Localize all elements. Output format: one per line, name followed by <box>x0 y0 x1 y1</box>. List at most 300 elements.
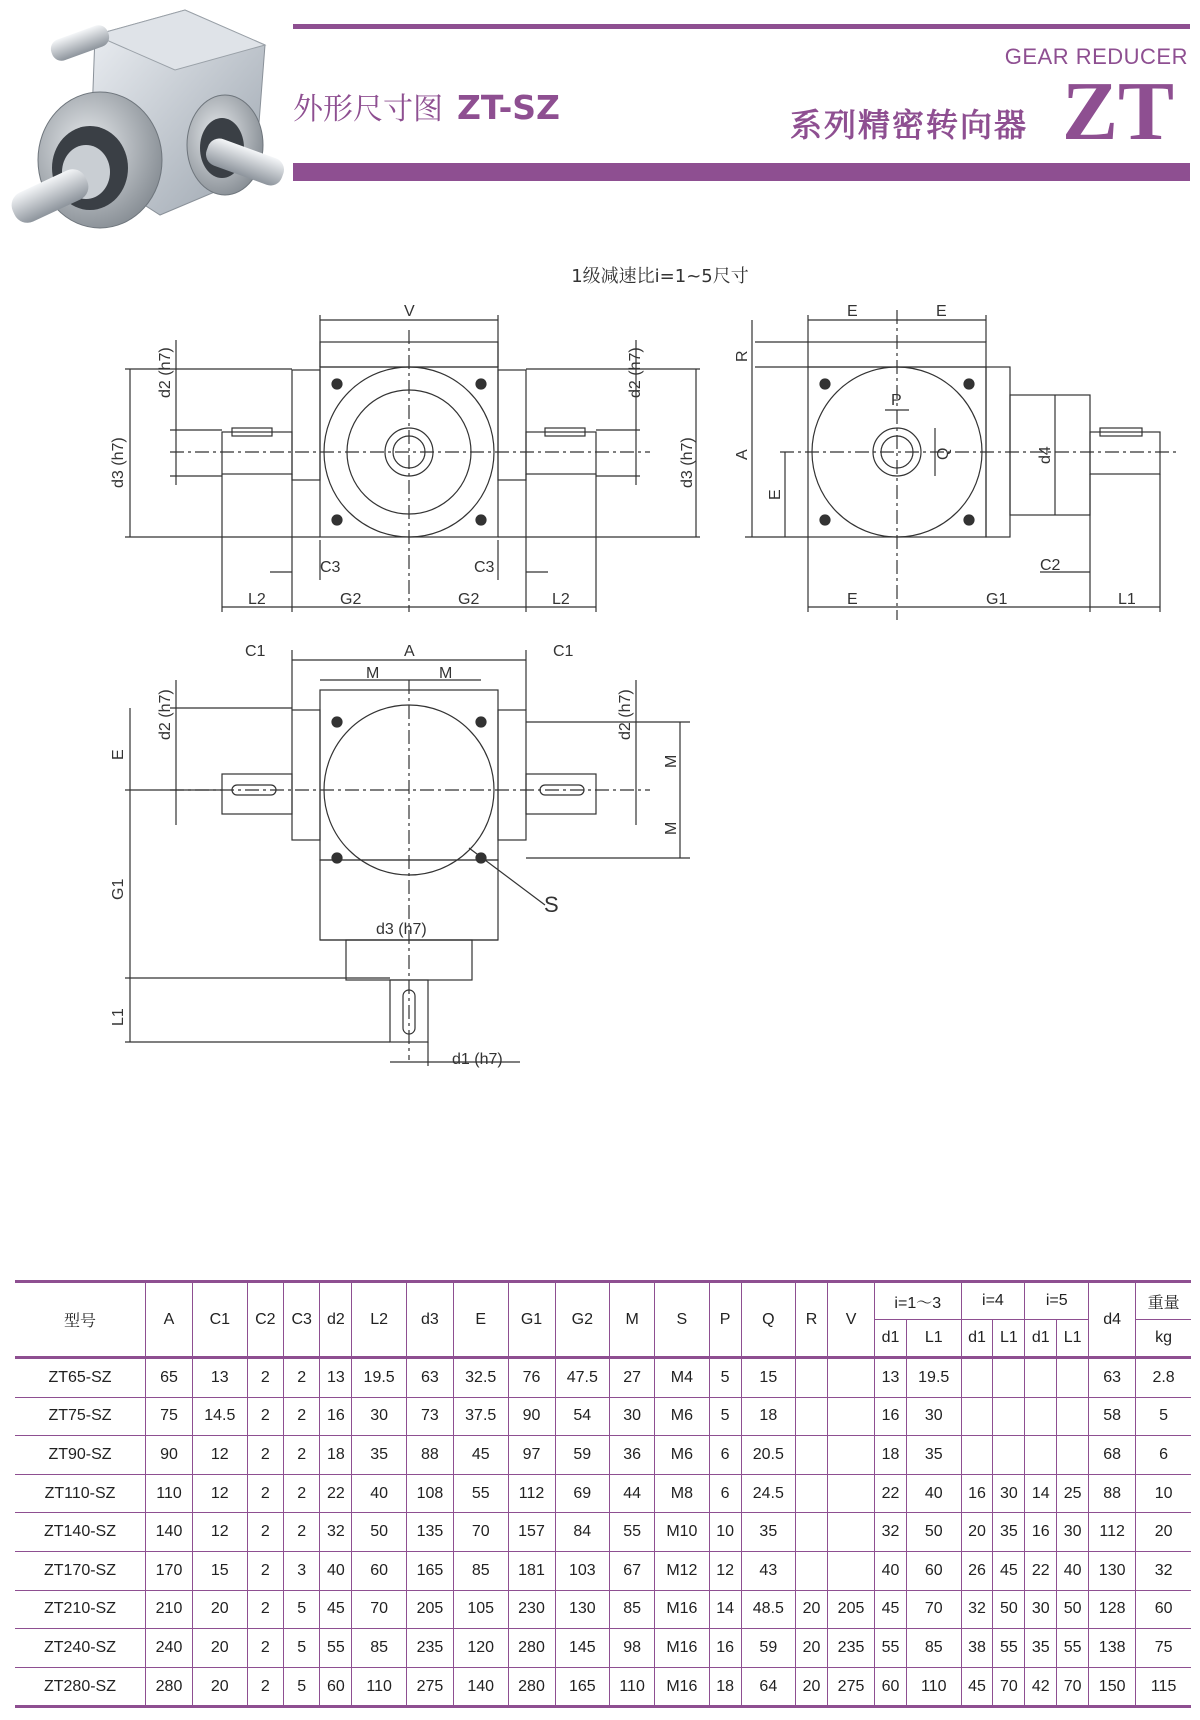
table-cell: 26 <box>961 1551 993 1590</box>
table-cell: 115 <box>1136 1667 1191 1707</box>
col-d2: d2 <box>320 1282 352 1358</box>
table-row <box>15 1667 1191 1707</box>
dim-V: V <box>404 303 415 320</box>
col-d1-g1: d1 <box>875 1320 907 1358</box>
table-cell <box>993 1358 1025 1398</box>
table-cell: 10 <box>709 1513 741 1552</box>
col-d1-g2: d1 <box>961 1320 993 1358</box>
table-cell: 88 <box>1089 1474 1136 1513</box>
col-group-i5: i=5 <box>1025 1282 1089 1320</box>
table-cell: 30 <box>610 1397 655 1436</box>
table-cell: 36 <box>610 1436 655 1475</box>
table-cell: 128 <box>1089 1590 1136 1629</box>
table-cell: 150 <box>1089 1667 1136 1707</box>
dim-G1-bottom: G1 <box>110 878 127 900</box>
table-cell: 205 <box>406 1590 453 1629</box>
table-cell: 35 <box>352 1436 407 1475</box>
table-cell: 59 <box>741 1629 796 1668</box>
table-cell: 5 <box>1136 1397 1191 1436</box>
table-cell: 2 <box>247 1513 283 1552</box>
col-d1-g3: d1 <box>1025 1320 1057 1358</box>
dim-L2-left: L2 <box>248 591 266 608</box>
table-cell: 165 <box>406 1551 453 1590</box>
dim-d2-front-left: d2 (h7) <box>157 347 174 398</box>
table-cell: 30 <box>1025 1590 1057 1629</box>
table-cell: 42 <box>1025 1667 1057 1707</box>
gear-reducer-label: GEAR REDUCER <box>1004 44 1188 69</box>
table-cell: 47.5 <box>555 1358 610 1398</box>
table-cell: 44 <box>610 1474 655 1513</box>
table-cell <box>796 1358 828 1398</box>
header-bottom-rule <box>293 163 1190 181</box>
dimension-drawings <box>0 290 1200 1080</box>
table-cell: 54 <box>555 1397 610 1436</box>
table-cell: 55 <box>320 1629 352 1668</box>
table-cell: 130 <box>555 1590 610 1629</box>
dim-M-left: M <box>366 665 380 682</box>
dim-d3-front-right: d3 (h7) <box>679 437 696 488</box>
dim-d2-bottom-right: d2 (h7) <box>617 689 634 740</box>
table-cell: 90 <box>146 1436 193 1475</box>
table-cell: 2 <box>247 1667 283 1707</box>
dim-L2-right: L2 <box>552 591 570 608</box>
table-cell: 110 <box>146 1474 193 1513</box>
table-cell: 50 <box>1057 1590 1089 1629</box>
table-cell: 18 <box>709 1667 741 1707</box>
col-C2: C2 <box>247 1282 283 1358</box>
table-cell: 50 <box>993 1590 1025 1629</box>
table-cell: 27 <box>610 1358 655 1398</box>
drawing-subtitle: 1级减速比i=1~5尺寸 <box>571 266 749 287</box>
table-cell: 230 <box>508 1590 555 1629</box>
table-cell: 40 <box>875 1551 907 1590</box>
dim-M-upper: M <box>663 754 680 768</box>
dim-C1-right: C1 <box>553 643 574 660</box>
table-cell: 37.5 <box>453 1397 508 1436</box>
table-cell: 280 <box>508 1629 555 1668</box>
table-cell: 5 <box>709 1358 741 1398</box>
table-cell: 59 <box>555 1436 610 1475</box>
table-cell: 108 <box>406 1474 453 1513</box>
table-cell: 40 <box>1057 1551 1089 1590</box>
table-cell: 20 <box>961 1513 993 1552</box>
table-cell: 12 <box>193 1513 248 1552</box>
table-cell: 45 <box>875 1590 907 1629</box>
table-cell: 2 <box>247 1551 283 1590</box>
table-cell: 2 <box>247 1629 283 1668</box>
table-row <box>15 1513 1191 1552</box>
table-row <box>15 1436 1191 1475</box>
table-cell: 45 <box>453 1436 508 1475</box>
dim-d2-bottom-left: d2 (h7) <box>157 689 174 740</box>
table-cell <box>961 1397 993 1436</box>
table-cell: 84 <box>555 1513 610 1552</box>
table-cell: 19.5 <box>352 1358 407 1398</box>
table-cell: 2 <box>284 1513 320 1552</box>
table-cell: 14 <box>1025 1474 1057 1513</box>
product-image <box>0 0 290 280</box>
dim-d3-front-left: d3 (h7) <box>110 437 127 488</box>
table-cell: M4 <box>655 1358 710 1398</box>
table-cell: 16 <box>1025 1513 1057 1552</box>
table-cell: 70 <box>1057 1667 1089 1707</box>
table-cell: 110 <box>906 1667 961 1707</box>
dim-E-top-right: E <box>936 303 947 320</box>
table-cell: M10 <box>655 1513 710 1552</box>
table-row <box>15 1358 1191 1398</box>
table-cell: 60 <box>320 1667 352 1707</box>
table-cell: 90 <box>508 1397 555 1436</box>
table-cell: 32 <box>961 1590 993 1629</box>
table-cell <box>1025 1397 1057 1436</box>
table-cell: 30 <box>993 1474 1025 1513</box>
table-cell: M16 <box>655 1629 710 1668</box>
table-cell: 280 <box>508 1667 555 1707</box>
col-G2: G2 <box>555 1282 610 1358</box>
table-cell: 2 <box>284 1397 320 1436</box>
model-cell: ZT280-SZ <box>15 1667 146 1707</box>
table-cell: 103 <box>555 1551 610 1590</box>
title-code: ZT-SZ <box>457 88 560 127</box>
table-cell: 157 <box>508 1513 555 1552</box>
table-cell <box>828 1474 875 1513</box>
table-cell: 2.8 <box>1136 1358 1191 1398</box>
table-cell: 16 <box>875 1397 907 1436</box>
table-cell: 70 <box>906 1590 961 1629</box>
table-cell: 63 <box>406 1358 453 1398</box>
col-E: E <box>453 1282 508 1358</box>
table-cell: 45 <box>993 1551 1025 1590</box>
table-cell: 67 <box>610 1551 655 1590</box>
table-header-row <box>15 1282 1191 1320</box>
table-cell: 75 <box>1136 1629 1191 1668</box>
table-cell: 5 <box>709 1397 741 1436</box>
table-cell: 64 <box>741 1667 796 1707</box>
dim-L1-bottom: L1 <box>110 1008 127 1026</box>
table-cell <box>1057 1436 1089 1475</box>
table-cell: 45 <box>320 1590 352 1629</box>
dim-E-bottom: E <box>847 591 858 608</box>
table-cell: 88 <box>406 1436 453 1475</box>
table-cell: 70 <box>453 1513 508 1552</box>
dim-G1-side: G1 <box>986 591 1008 608</box>
dim-M-lower: M <box>663 821 680 835</box>
dim-d4: d4 <box>1037 446 1054 464</box>
table-cell <box>993 1436 1025 1475</box>
table-cell: 13 <box>320 1358 352 1398</box>
table-cell: 280 <box>146 1667 193 1707</box>
table-cell: 170 <box>146 1551 193 1590</box>
brand-logo: ZT <box>1062 65 1175 158</box>
dim-C3-right: C3 <box>474 559 495 576</box>
table-cell <box>961 1358 993 1398</box>
table-cell: 19.5 <box>906 1358 961 1398</box>
table-row <box>15 1397 1191 1436</box>
table-cell: 65 <box>146 1358 193 1398</box>
table-cell: 135 <box>406 1513 453 1552</box>
table-cell: 181 <box>508 1551 555 1590</box>
table-cell: 205 <box>828 1590 875 1629</box>
table-cell <box>828 1397 875 1436</box>
table-cell: 20 <box>1136 1513 1191 1552</box>
table-cell: 20 <box>193 1629 248 1668</box>
table-cell: 75 <box>146 1397 193 1436</box>
col-C3: C3 <box>284 1282 320 1358</box>
table-cell: 85 <box>453 1551 508 1590</box>
table-cell: 235 <box>406 1629 453 1668</box>
table-cell: 20 <box>796 1667 828 1707</box>
table-cell: 30 <box>1057 1513 1089 1552</box>
dim-C1-left: C1 <box>245 643 266 660</box>
dim-C3-left: C3 <box>320 559 341 576</box>
table-cell: 60 <box>352 1551 407 1590</box>
dim-E-side: E <box>767 489 784 500</box>
dim-M-right: M <box>439 665 453 682</box>
table-cell: 85 <box>352 1629 407 1668</box>
table-cell: 98 <box>610 1629 655 1668</box>
dim-G2-left: G2 <box>340 591 362 608</box>
table-cell: 68 <box>1089 1436 1136 1475</box>
table-cell: 6 <box>1136 1436 1191 1475</box>
col-model: 型号 <box>15 1282 146 1358</box>
col-V: V <box>828 1282 875 1358</box>
table-cell: 32 <box>320 1513 352 1552</box>
table-cell: 35 <box>906 1436 961 1475</box>
table-cell: 140 <box>453 1667 508 1707</box>
table-cell: 85 <box>610 1590 655 1629</box>
table-cell <box>828 1551 875 1590</box>
table-cell: 30 <box>906 1397 961 1436</box>
table-cell: 3 <box>284 1551 320 1590</box>
col-M: M <box>610 1282 655 1358</box>
table-cell: 20 <box>193 1590 248 1629</box>
table-cell: 20 <box>193 1667 248 1707</box>
table-cell: 16 <box>320 1397 352 1436</box>
table-cell: 43 <box>741 1551 796 1590</box>
dim-E-top-left: E <box>847 303 858 320</box>
table-cell: 2 <box>247 1436 283 1475</box>
table-cell <box>796 1436 828 1475</box>
table-cell: 60 <box>875 1667 907 1707</box>
table-cell <box>1057 1397 1089 1436</box>
table-cell: 12 <box>193 1474 248 1513</box>
dim-S: S <box>544 892 559 917</box>
dim-Q: Q <box>935 447 952 460</box>
table-cell: 2 <box>284 1358 320 1398</box>
table-cell: 55 <box>610 1513 655 1552</box>
table-cell: 58 <box>1089 1397 1136 1436</box>
table-cell: 105 <box>453 1590 508 1629</box>
table-cell: 22 <box>1025 1551 1057 1590</box>
table-cell: 69 <box>555 1474 610 1513</box>
col-Q: Q <box>741 1282 796 1358</box>
table-cell: 15 <box>193 1551 248 1590</box>
table-cell: 18 <box>320 1436 352 1475</box>
dim-d2-front-right: d2 (h7) <box>627 347 644 398</box>
table-cell: 2 <box>247 1474 283 1513</box>
table-cell: 10 <box>1136 1474 1191 1513</box>
table-cell: 55 <box>453 1474 508 1513</box>
table-cell: 35 <box>1025 1629 1057 1668</box>
table-cell <box>796 1551 828 1590</box>
col-L1-g3: L1 <box>1057 1320 1089 1358</box>
spec-table <box>15 1280 1191 1708</box>
table-cell: 73 <box>406 1397 453 1436</box>
title-cn: 外形尺寸图 <box>293 92 443 127</box>
table-cell: M12 <box>655 1551 710 1590</box>
table-cell: 15 <box>741 1358 796 1398</box>
table-cell: 112 <box>1089 1513 1136 1552</box>
table-cell: 235 <box>828 1629 875 1668</box>
table-cell: 2 <box>247 1590 283 1629</box>
table-cell: 145 <box>555 1629 610 1668</box>
table-cell: 2 <box>247 1397 283 1436</box>
table-cell <box>1057 1358 1089 1398</box>
table-cell: 5 <box>284 1590 320 1629</box>
table-cell <box>1025 1436 1057 1475</box>
col-d4: d4 <box>1089 1282 1136 1358</box>
table-cell: 40 <box>906 1474 961 1513</box>
col-weight-unit: kg <box>1136 1320 1191 1358</box>
dim-L1-side: L1 <box>1118 591 1136 608</box>
table-cell <box>828 1436 875 1475</box>
table-cell: 112 <box>508 1474 555 1513</box>
table-cell: 70 <box>352 1590 407 1629</box>
dim-d1: d1 (h7) <box>452 1051 503 1068</box>
model-cell: ZT65-SZ <box>15 1358 146 1398</box>
table-cell: 20 <box>796 1590 828 1629</box>
table-row <box>15 1629 1191 1668</box>
table-cell: 14.5 <box>193 1397 248 1436</box>
table-cell: 20.5 <box>741 1436 796 1475</box>
table-cell: 5 <box>284 1629 320 1668</box>
table-cell: 50 <box>906 1513 961 1552</box>
dim-E-bottom-view: E <box>110 749 127 760</box>
table-cell: 40 <box>320 1551 352 1590</box>
table-cell: 130 <box>1089 1551 1136 1590</box>
table-cell: 63 <box>1089 1358 1136 1398</box>
col-group-i4: i=4 <box>961 1282 1025 1320</box>
table-cell <box>796 1513 828 1552</box>
table-cell <box>796 1474 828 1513</box>
table-cell: 165 <box>555 1667 610 1707</box>
table-row <box>15 1551 1191 1590</box>
table-cell: 14 <box>709 1590 741 1629</box>
model-cell: ZT140-SZ <box>15 1513 146 1552</box>
table-cell: 32 <box>1136 1551 1191 1590</box>
col-G1: G1 <box>508 1282 555 1358</box>
col-d3: d3 <box>406 1282 453 1358</box>
table-cell: 120 <box>453 1629 508 1668</box>
table-cell: 32 <box>875 1513 907 1552</box>
spec-table-body <box>15 1358 1191 1707</box>
table-cell: M6 <box>655 1436 710 1475</box>
table-cell: 140 <box>146 1513 193 1552</box>
table-row <box>15 1590 1191 1629</box>
table-cell <box>796 1397 828 1436</box>
table-cell: 22 <box>875 1474 907 1513</box>
model-cell: ZT90-SZ <box>15 1436 146 1475</box>
table-cell: 20 <box>796 1629 828 1668</box>
dim-R: R <box>734 350 751 362</box>
col-group-i1-3: i=1～3 <box>875 1282 961 1320</box>
table-cell <box>993 1397 1025 1436</box>
table-cell <box>961 1436 993 1475</box>
table-cell: 35 <box>741 1513 796 1552</box>
table-cell: 12 <box>709 1551 741 1590</box>
dim-G2-right: G2 <box>458 591 480 608</box>
table-cell: 76 <box>508 1358 555 1398</box>
table-cell: 55 <box>993 1629 1025 1668</box>
col-A: A <box>146 1282 193 1358</box>
model-cell: ZT210-SZ <box>15 1590 146 1629</box>
table-cell: 13 <box>875 1358 907 1398</box>
table-cell: M16 <box>655 1590 710 1629</box>
dim-d3-bottom: d3 (h7) <box>376 921 427 938</box>
table-cell: 16 <box>709 1629 741 1668</box>
col-L1-g2: L1 <box>993 1320 1025 1358</box>
model-cell: ZT240-SZ <box>15 1629 146 1668</box>
table-cell: 16 <box>961 1474 993 1513</box>
table-cell: 275 <box>828 1667 875 1707</box>
model-cell: ZT110-SZ <box>15 1474 146 1513</box>
table-cell: 13 <box>193 1358 248 1398</box>
page-title <box>293 84 560 128</box>
table-cell: M6 <box>655 1397 710 1436</box>
col-P: P <box>709 1282 741 1358</box>
table-cell: 275 <box>406 1667 453 1707</box>
table-cell <box>828 1358 875 1398</box>
table-cell: 60 <box>906 1551 961 1590</box>
table-cell: 55 <box>1057 1629 1089 1668</box>
dim-A-side: A <box>734 449 751 460</box>
table-cell: M8 <box>655 1474 710 1513</box>
table-cell: 2 <box>284 1436 320 1475</box>
table-cell: 12 <box>193 1436 248 1475</box>
table-cell: 18 <box>741 1397 796 1436</box>
table-cell: 32.5 <box>453 1358 508 1398</box>
table-cell: 5 <box>284 1667 320 1707</box>
table-cell: 18 <box>875 1436 907 1475</box>
table-cell: 50 <box>352 1513 407 1552</box>
model-cell: ZT170-SZ <box>15 1551 146 1590</box>
table-cell: 60 <box>1136 1590 1191 1629</box>
series-label: 系列精密转向器 <box>790 106 1029 144</box>
col-C1: C1 <box>193 1282 248 1358</box>
dim-P: P <box>891 392 902 409</box>
table-cell: M16 <box>655 1667 710 1707</box>
table-cell: 24.5 <box>741 1474 796 1513</box>
table-cell <box>1025 1358 1057 1398</box>
table-cell: 110 <box>610 1667 655 1707</box>
col-R: R <box>796 1282 828 1358</box>
table-cell: 110 <box>352 1667 407 1707</box>
table-cell: 55 <box>875 1629 907 1668</box>
table-row <box>15 1474 1191 1513</box>
col-L1-g1: L1 <box>906 1320 961 1358</box>
table-cell: 240 <box>146 1629 193 1668</box>
table-cell <box>828 1513 875 1552</box>
col-weight: 重量 <box>1136 1282 1191 1320</box>
table-cell: 30 <box>352 1397 407 1436</box>
table-cell: 6 <box>709 1474 741 1513</box>
table-cell: 85 <box>906 1629 961 1668</box>
table-cell: 45 <box>961 1667 993 1707</box>
table-cell: 38 <box>961 1629 993 1668</box>
col-L2: L2 <box>352 1282 407 1358</box>
table-cell: 6 <box>709 1436 741 1475</box>
table-cell: 48.5 <box>741 1590 796 1629</box>
